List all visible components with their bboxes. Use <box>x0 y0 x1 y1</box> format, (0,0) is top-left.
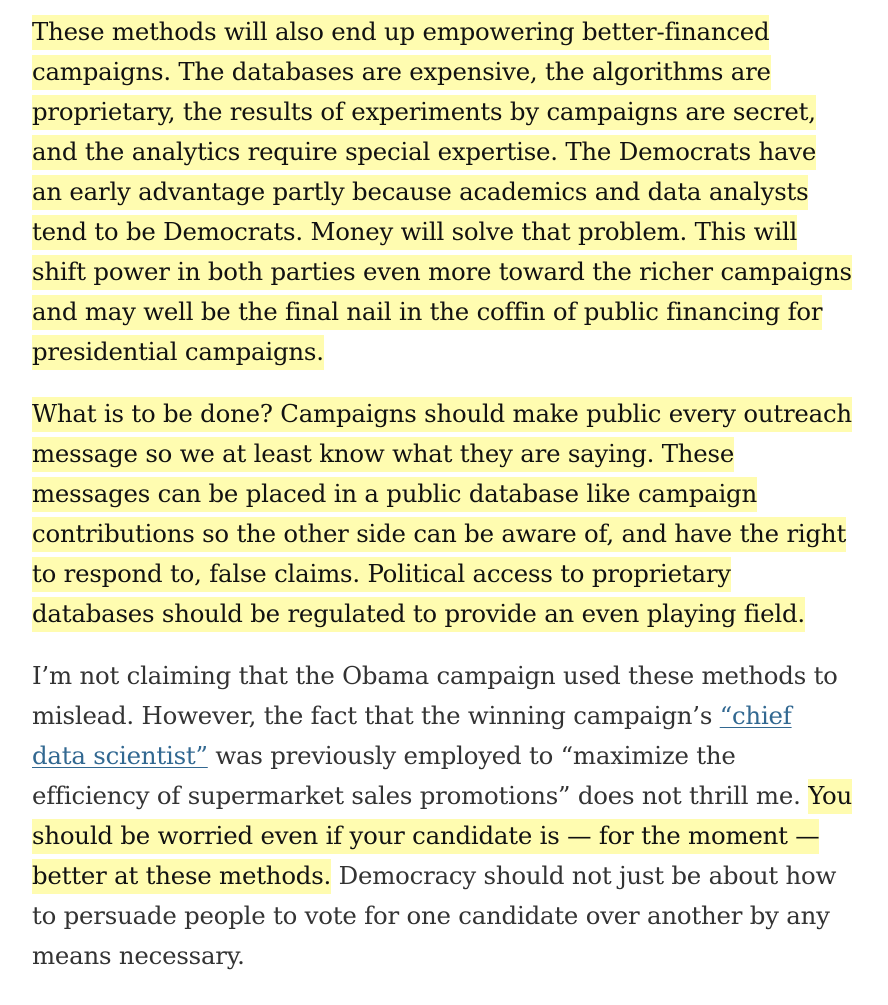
paragraph-1 <box>32 12 852 372</box>
paragraph-3 <box>32 656 852 976</box>
paragraph-text: I’m not claiming that the Obama campaign used these methods to mislead. However, the fact that the winning campaign’s <box>32 661 838 730</box>
highlighted-text: These methods will also end up empowering better-financed campaigns. The databases are expensive, the algorithms are proprietary, the results of experiments by campaigns are secret, and the analytics require special expertise. The Democrats have an early advantage partly because academics and data analysts tend to be Democrats. Money will solve that problem. This will shift power in both parties even more toward the richer campaigns and may well be the final nail in the coffin of public financing for presidential campaigns. <box>32 15 852 370</box>
article-body <box>32 12 852 998</box>
paragraph-text: was previously employed to “maximize the efficiency of supermarket sales promotions” does not thrill me. <box>32 741 809 810</box>
highlighted-text: What is to be done? Campaigns should make public every outreach message so we at least know what they are saying. These messages can be placed in a public database like campaign contributions so the other side can be aware of, and have the right to respond to, false claims. Political access to proprietary databases should be regulated to provide an even playing field. <box>32 397 852 632</box>
paragraph-2 <box>32 394 852 634</box>
highlighted-text: You should be worried even if your candidate is — for the moment — better at these methods. <box>32 779 852 894</box>
chief-data-scientist-link[interactable]: “chief data scientist” <box>32 701 792 770</box>
paragraph-text: Democracy should not just be about how to persuade people to vote for one candidate over another by any means necessary. <box>32 861 837 970</box>
